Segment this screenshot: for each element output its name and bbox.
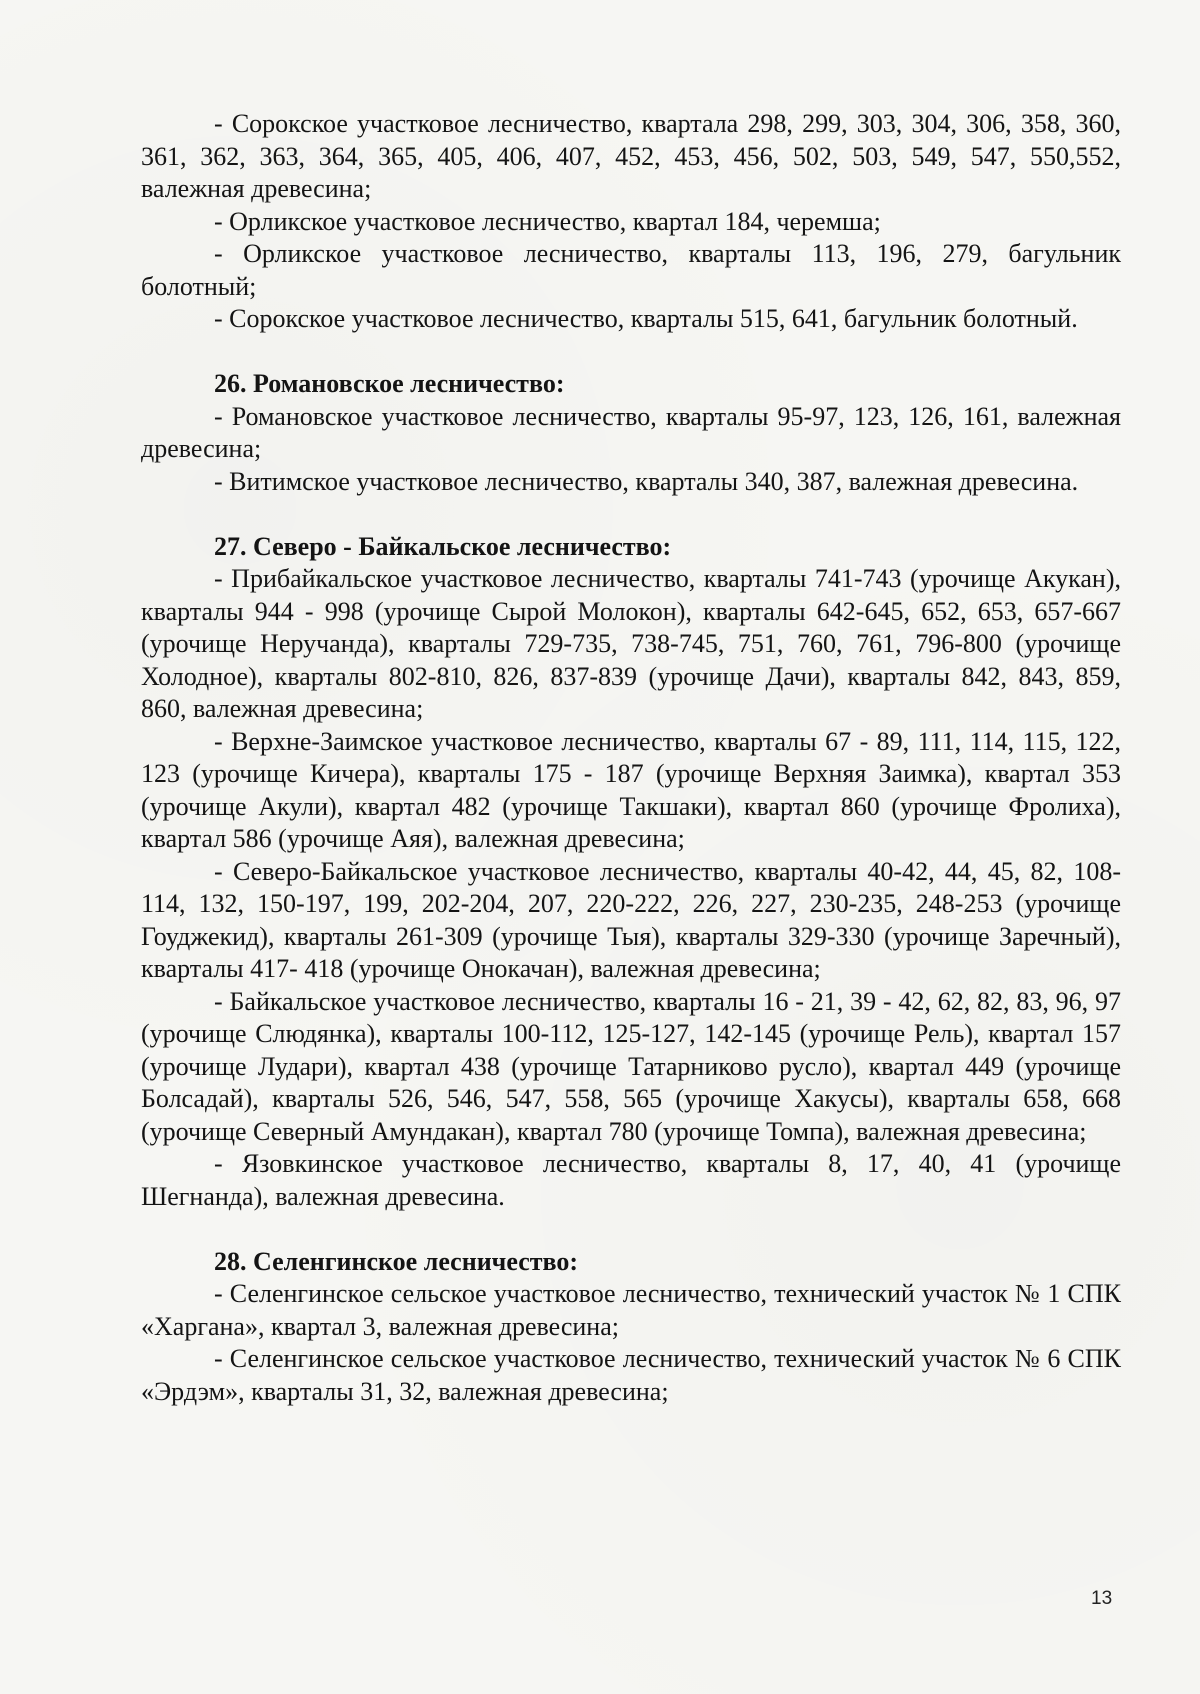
paragraph: - Селенгинское сельское участковое лесничество, технический участок № 6 СПК «Эрдэм», кварталы 31, 32, валежная древесина; — [141, 1344, 1121, 1406]
section-romanovskoe — [141, 368, 1121, 498]
paragraph-orliksk-bagulnik: - Орликское участковое лесничество, кварталы 113, 196, 279, багульник болотный; — [141, 239, 1121, 301]
paragraph-soroksk-kvartala: - Сорокское участковое лесничество, квартала 298, 299, 303, 304, 306, 358, 360, 361, 362, 363, 364, 365, 405, 406, 407, 452, 453, 456, 502, 503, 549, 547, 550,552, валежная древесина; — [141, 109, 1121, 203]
paragraph: - Верхне-Заимское участковое лесничество, кварталы 67 - 89, 111, 114, 115, 122, 123 (урочище Кичера), кварталы 175 - 187 (урочище Верхняя Заимка), квартал 353 (урочище Акули), квартал 482 (урочище Такшаки), квартал 860 (урочище Фролиха), квартал 586 (урочище Аяя), валежная древесина; — [141, 726, 1121, 853]
paragraph-orliksk-cheremsha: - Орликское участковое лесничество, квартал 184, черемша; — [214, 206, 881, 236]
paragraph: - Витимское участковое лесничество, кварталы 340, 387, валежная древесина. — [214, 466, 1079, 496]
section-selenginskoe — [141, 1246, 1121, 1409]
paragraph: - Прибайкальское участковое лесничество, кварталы 741-743 (урочище Акукан), кварталы 944 - 998 (урочище Сырой Молокон), кварталы 642-645, 652, 653, 657-667 (урочище Неручанда), кварталы 729-735, 738-745, 751, 760, 761, 796-800 (урочище Холодное), кварталы 802-810, 826, 837-839 (урочище Дачи), кварталы 842, 843, 859, 860, валежная древесина; — [141, 564, 1121, 723]
section-heading: 26. Романовское лесничество: — [214, 369, 565, 398]
paragraph: - Байкальское участковое лесничество, кварталы 16 - 21, 39 - 42, 62, 82, 83, 96, 97 (урочище Слюдянка), кварталы 100-112, 125-127, 142-145 (урочище Рель), квартал 157 (урочище Лудари), квартал 438 (урочище Татарниково русло), квартал 449 (урочище Болсадай), кварталы 526, 546, 547, 558, 565 (урочище Хакусы), кварталы 658, 668 (урочище Северный Амундакан), квартал 780 (урочище Томпа), валежная древесина; — [141, 986, 1121, 1146]
paragraph: - Селенгинское сельское участковое лесничество, технический участок № 1 СПК «Харгана», квартал 3, валежная древесина; — [141, 1279, 1121, 1341]
paragraph: - Северо-Байкальское участковое лесничество, кварталы 40-42, 44, 45, 82, 108-114, 132, 150-197, 199, 202-204, 207, 220-222, 226, 227, 230-235, 248-253 (урочище Гоуджекид), кварталы 261-309 (урочище Тыя), кварталы 329-330 (урочище Заречный), кварталы 417- 418 (урочище Онокачан), валежная древесина; — [141, 856, 1121, 983]
page-number: 13 — [1091, 1588, 1113, 1609]
section-heading: 27. Северо - Байкальское лесничество: — [214, 531, 672, 561]
paragraph: - Романовское участковое лесничество, кварталы 95-97, 123, 126, 161, валежная древесина; — [141, 401, 1121, 463]
section-heading: 28. Селенгинское лесничество: — [214, 1246, 579, 1276]
paragraph: - Язовкинское участковое лесничество, кварталы 8, 17, 40, 41 (урочище Шегнанда), валежная древесина. — [141, 1149, 1121, 1211]
paragraph-soroksk-bagulnik: - Сорокское участковое лесничество, кварталы 515, 641, багульник болотный. — [214, 304, 1078, 333]
section-severo-baikalskoe — [141, 531, 1121, 1214]
document-body — [141, 108, 1121, 1408]
